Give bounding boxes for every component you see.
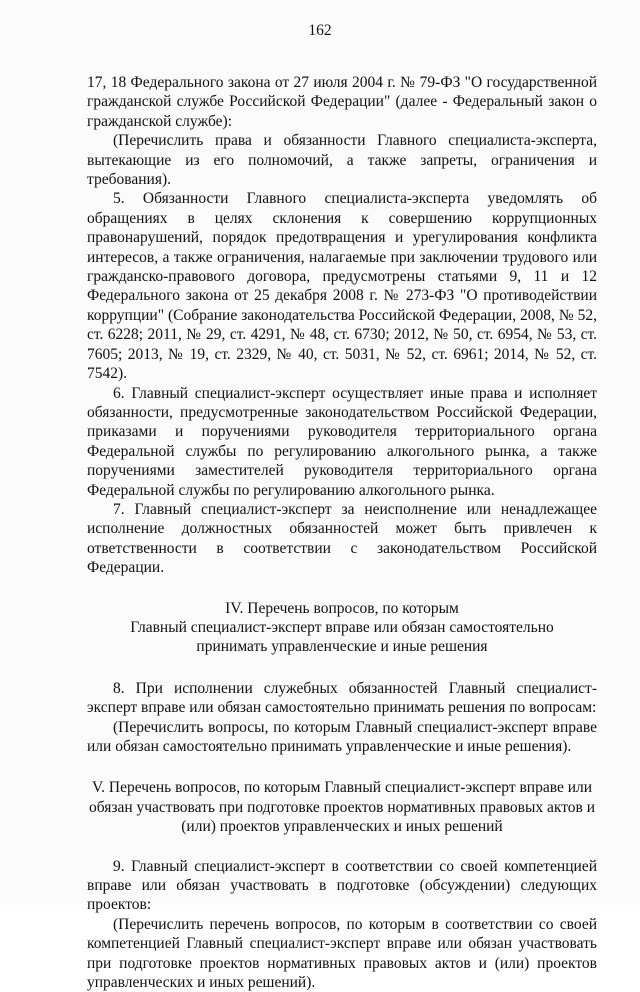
paragraph-9: 9. Главный специалист-эксперт в соответствии со своей компетенцией вправе или обязан участвовать в подготовке (обсуждении) следующих проектов: <box>87 857 597 914</box>
paragraph-rights-note: (Перечислить права и обязанности Главного специалиста-эксперта, вытекающие из его полномочий, а также запреты, ограничения и требования). <box>87 132 597 189</box>
section-4-heading <box>87 599 597 657</box>
section-5-heading-line: V. Перечень вопросов, по которым Главный специалист-эксперт вправе или <box>91 779 593 797</box>
paragraph-5: 5. Обязанности Главного специалиста-эксперта уведомлять об обращениях в целях склонения к совершению коррупционных правонарушений, порядок предотвращения и урегулирования конфликта интересов, а также ограничения, налагаемые при заключении трудового или гражданско-правового договора, предусмотрены статьями 9, 11 и 12 Федерального закона от 25 декабря 2008 г. № 273-ФЗ "О противодействии коррупции" (Собрание законодательства Российской Федерации, 2008, № 52, ст. 6228; 2011, № 29, ст. 4291, № 48, ст. 6730; 2012, № 50, ст. 6954, № 53, ст. 7605; 2013, № 19, ст. 2329, № 40, ст. 5031, № 52, ст. 6961; 2014, № 52, ст. 7542). <box>87 190 597 383</box>
section-4-heading-line: Главный специалист-эксперт вправе или обязан самостоятельно <box>130 618 554 636</box>
section-5-heading <box>87 778 597 836</box>
section-4-heading-line: IV. Перечень вопросов, по которым <box>225 599 459 617</box>
paragraph-8-note: (Перечислить вопросы, по которым Главный специалист-эксперт вправе или обязан самостоятельно принимать управленческие и иные решения). <box>87 718 597 755</box>
paragraph-9-note: (Перечислить перечень вопросов, по которым в соответствии со своей компетенцией Главный специалист-эксперт вправе или обязан участвовать при подготовке проектов нормативных правовых актов и (или) проектов управленческих и иных решений). <box>87 915 597 992</box>
section-5-heading-line: (или) проектов управленческих и иных решений <box>181 818 503 836</box>
page-number: 162 <box>308 22 332 39</box>
paragraph-6: 6. Главный специалист-эксперт осуществляет иные права и исполняет обязанности, предусмотренные законодательством Российской Федерации, приказами и поручениями руководителя территориального органа Федеральной службы по регулированию алкогольного рынка, а также поручениями заместителей руководителя территориального органа Федеральной службы по регулированию алкогольного рынка. <box>87 384 597 499</box>
paragraph-7: 7. Главный специалист-эксперт за неисполнение или ненадлежащее исполнение должностных обязанностей может быть привлечен к ответственности в соответствии с законодательством Российской Федерации. <box>87 500 597 577</box>
paragraph-8: 8. При исполнении служебных обязанностей Главный специалист-эксперт вправе или обязан самостоятельно принимать решения по вопросам: <box>87 679 597 717</box>
section-4-heading-line: принимать управленческие и иные решения <box>196 638 488 656</box>
document-body <box>87 73 597 992</box>
section-5-heading-line: обязан участвовать при подготовке проектов нормативных правовых актов и <box>88 798 596 816</box>
paragraph-continuation: 17, 18 Федерального закона от 27 июля 2004 г. № 79-ФЗ "О государственной гражданской службе Российской Федерации" (далее - Федеральный закон о гражданской службе): <box>87 74 597 130</box>
